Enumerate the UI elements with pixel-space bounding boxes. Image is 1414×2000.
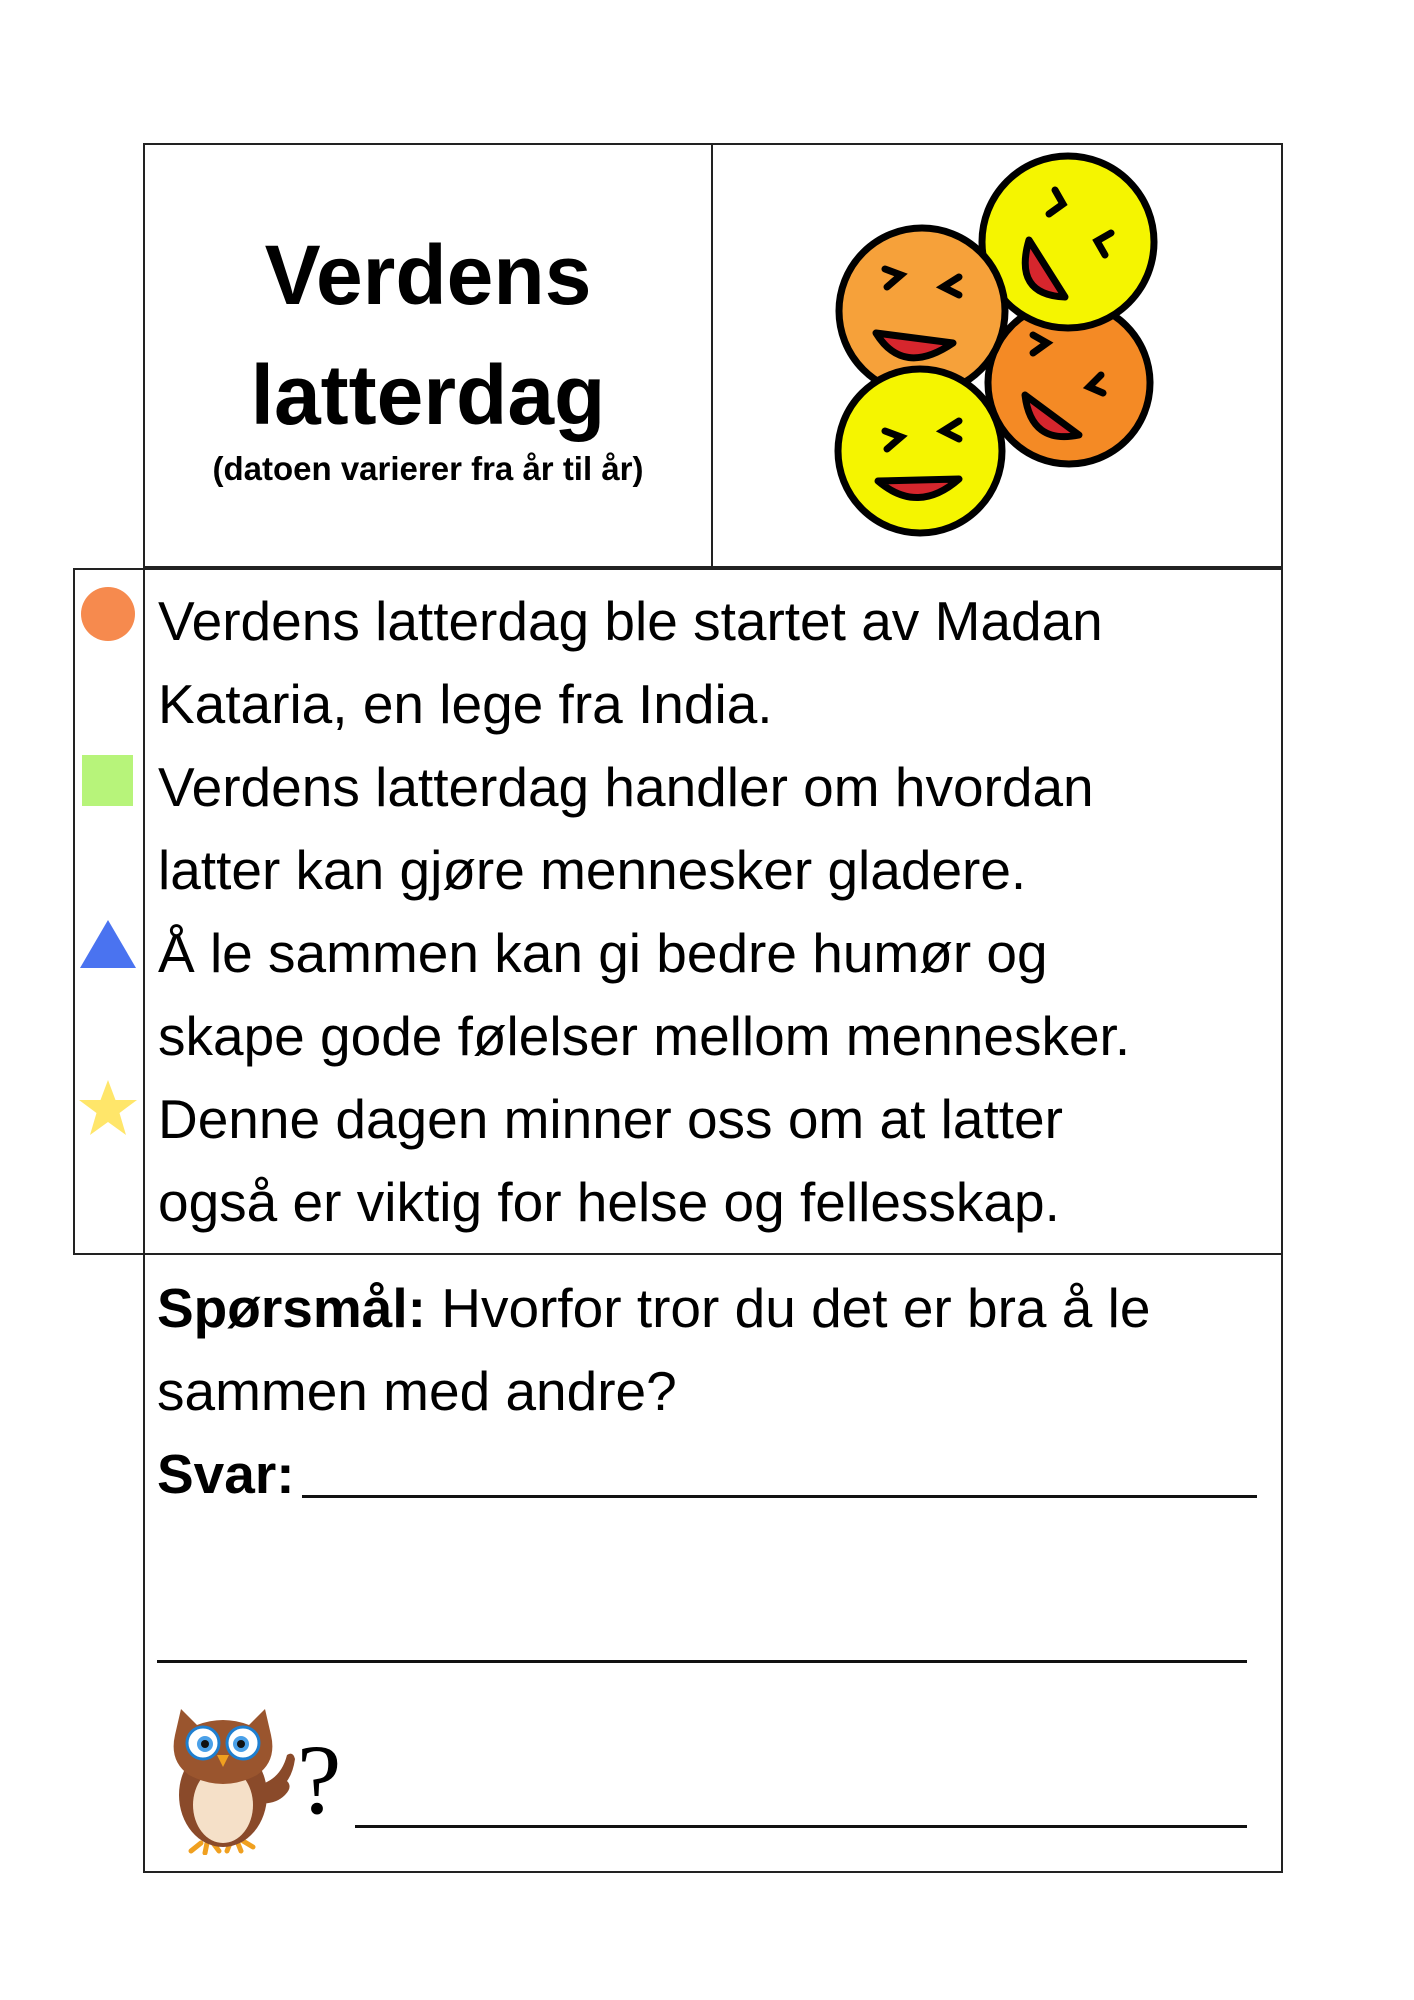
image-cell: [711, 143, 1283, 568]
orange-circle-icon: [80, 586, 136, 642]
facts-text: [158, 580, 1261, 1244]
fact-line: skape gode følelser mellom mennesker.: [158, 1005, 1131, 1067]
fact-line: Verdens latterdag ble startet av Madan: [158, 590, 1103, 652]
green-square-icon: [82, 755, 134, 807]
question-label: Spørsmål:: [157, 1277, 426, 1339]
answer-label: Svar:: [157, 1443, 295, 1505]
owl-icon: [161, 1695, 296, 1855]
title-cell: [143, 143, 713, 568]
fact-line: også er viktig for helse og fellesskap.: [158, 1171, 1060, 1233]
page-title: [145, 215, 711, 455]
question-text: [157, 1267, 1261, 1433]
question-body-line-2: sammen med andre?: [157, 1360, 677, 1422]
fact-line: Denne dagen minner oss om at latter: [158, 1088, 1063, 1150]
answer-line-3[interactable]: [355, 1825, 1247, 1828]
question-mark: ?: [297, 1724, 342, 1835]
fact-line: Kataria, en lege fra India.: [158, 673, 773, 735]
blue-triangle-icon: [79, 918, 137, 970]
question-cell: [143, 1253, 1283, 1873]
icon-column: [73, 568, 145, 1255]
title-line-1: Verdens: [264, 228, 592, 322]
subtitle: (datoen varierer fra år til år): [212, 450, 644, 487]
facts-cell: [143, 568, 1283, 1255]
fact-line: Verdens latterdag handler om hvordan: [158, 756, 1094, 818]
question-body: Hvorfor tror du det er bra å le: [425, 1277, 1151, 1339]
yellow-star-icon: [77, 1078, 139, 1140]
answer-line-1[interactable]: [302, 1495, 1257, 1498]
fact-line: latter kan gjøre mennesker gladere.: [158, 839, 1027, 901]
laughing-faces-icon: [713, 145, 1281, 566]
title-line-2: latterdag: [250, 348, 606, 442]
answer-line-2[interactable]: [157, 1660, 1247, 1663]
fact-line: Å le sammen kan gi bedre humør og: [158, 922, 1048, 984]
laughing-face-yellow-bottom-icon: [838, 369, 1002, 533]
